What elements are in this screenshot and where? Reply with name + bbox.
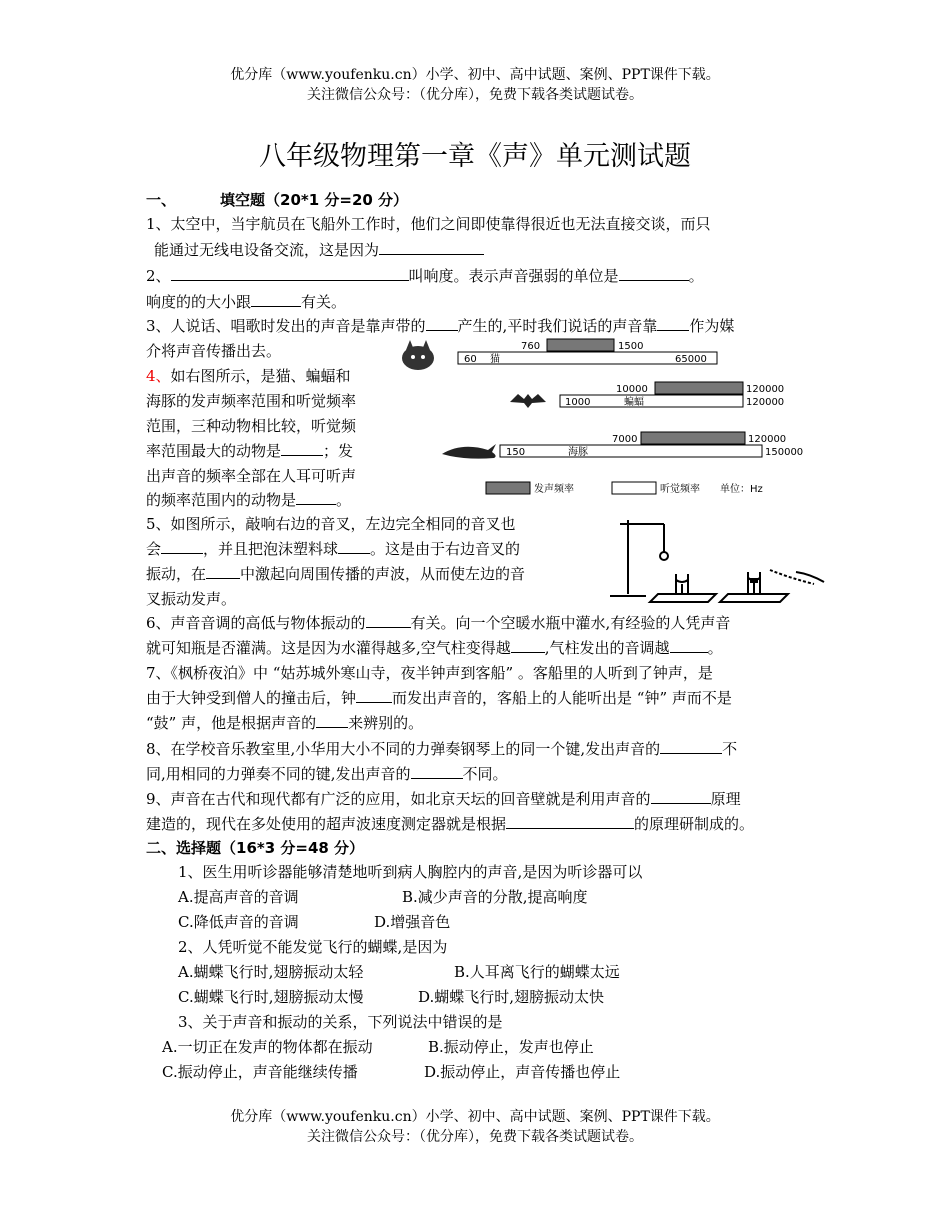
q8-blank-2[interactable] (411, 764, 463, 779)
dolphin-emit-high: 120000 (748, 434, 787, 445)
q9-text-b: 原理 (710, 790, 741, 808)
c3-option-a[interactable]: A.一切正在发声的物体都在振动 (162, 1038, 373, 1056)
cat-hear-high: 65000 (675, 354, 707, 365)
cat-label: 猫 (490, 354, 500, 365)
q4-line-3: 范围，三种动物相比较，听觉频 (146, 417, 357, 435)
q4-line-1 (146, 366, 351, 386)
q5-blank-3[interactable] (206, 564, 240, 579)
c1-option-a[interactable]: A.提高声音的音调 (178, 888, 299, 906)
c2-question: 2、人凭听觉不能发觉飞行的蝴蝶,是因为 (178, 938, 448, 956)
q5-line-3 (146, 564, 525, 584)
q6-text-d: ,气柱发出的音调越 (544, 639, 670, 657)
frequency-chart-svg (400, 336, 820, 504)
q6-text-a: 6、声音音调的高低与物体振动的 (146, 614, 366, 632)
bat-emit-low: 10000 (616, 384, 648, 395)
tuning-fork-svg (600, 512, 830, 607)
q8-text-a: 8、在学校音乐教室里,小华用大小不同的力弹奏钢琴上的同一个键,发出声音的 (146, 740, 661, 758)
bat-hear-high: 120000 (746, 397, 785, 408)
footer-line-2: 关注微信公众号：（优分库），免费下载各类试题试卷。 (307, 1129, 643, 1145)
header-line-2: 关注微信公众号：（优分库），免费下载各类试题试卷。 (307, 87, 643, 103)
q4-blank-2[interactable] (296, 490, 336, 505)
q8-text-b: 不 (722, 740, 738, 758)
q7-blank-1[interactable] (356, 688, 392, 703)
c1-option-b[interactable]: B.减少声音的分散,提高响度 (402, 888, 588, 906)
c2-option-a[interactable]: A.蝴蝶飞行时,翅膀振动太轻 (178, 963, 364, 981)
q4-text-4b: ；发 (323, 442, 354, 460)
dolphin-icon (442, 444, 496, 459)
c1-option-c[interactable]: C.降低声音的音调 (178, 913, 299, 931)
q4-line-5: 出声音的频率全部在人耳可听声 (146, 467, 357, 485)
q3-blank-2[interactable] (657, 316, 689, 331)
q8-line-1 (146, 739, 737, 759)
c2-option-c[interactable]: C.蝴蝶飞行时,翅膀振动太慢 (178, 988, 364, 1006)
q6-text-c: 就可知瓶是否灌满。这是因为水灌得越多,空气柱变得越 (146, 639, 511, 657)
q4-text-6a: 的频率范围内的动物是 (146, 491, 297, 509)
q3-line-2: 介将声音传播出去。 (146, 342, 282, 360)
section-2-heading: 二、选择题（16*3 分=48 分） (146, 839, 365, 857)
q4-line-4 (146, 441, 353, 461)
legend-unit: 单位：Hz (720, 484, 763, 495)
page-title: 八年级物理第一章《声》单元测试题 (259, 141, 691, 172)
q7-line-1: 7、《枫桥夜泊》中 “姑苏城外寒山寺，夜半钟声到客船” 。客船里的人听到了钟声，是 (146, 664, 713, 682)
q6-line-1 (146, 613, 730, 633)
section-1-heading (146, 190, 408, 210)
q7-blank-2[interactable] (316, 713, 348, 728)
c2-option-d[interactable]: D.蝴蝶飞行时,翅膀振动太快 (418, 988, 605, 1006)
q5-text-3b: 中激起向周围传播的声波，从而使左边的音 (240, 565, 526, 583)
c3-question: 3、关于声音和振动的关系，下列说法中错误的是 (178, 1013, 503, 1031)
section-1-label: 填空题（20*1 分=20 分） (220, 191, 409, 209)
q5-blank-2[interactable] (338, 539, 370, 554)
q1-blank[interactable] (379, 240, 484, 255)
dolphin-hear-low: 150 (506, 447, 526, 458)
q4-text-4a: 率范围最大的动物是 (146, 442, 282, 460)
c3-option-c[interactable]: C.振动停止，声音能继续传播 (162, 1063, 358, 1081)
legend-hear-swatch (612, 482, 656, 494)
c3-option-b[interactable]: B.振动停止，发声也停止 (428, 1038, 594, 1056)
dolphin-emit-bar (641, 432, 745, 444)
c3-option-d[interactable]: D.振动停止，声音传播也停止 (424, 1063, 621, 1081)
q6-blank-2[interactable] (511, 638, 545, 653)
dolphin-hear-high: 150000 (765, 447, 804, 458)
q8-text-c: 同,用相同的力弹奏不同的键,发出声音的 (146, 765, 411, 783)
q5-text-2c: 。这是由于右边音叉的 (370, 540, 521, 558)
q2-text-e: 有关。 (301, 293, 347, 311)
q6-line-2 (146, 638, 723, 658)
cat-emit-high: 1500 (618, 341, 644, 352)
bat-emit-high: 120000 (746, 384, 785, 395)
q5-line-1: 5、如图所示，敲响右边的音叉，左边完全相同的音叉也 (146, 515, 516, 533)
q9-text-d: 的原理研制成的。 (634, 815, 755, 833)
q5-line-2 (146, 539, 520, 559)
cat-emit-low: 760 (521, 341, 541, 352)
header-line-1: 优分库（www.youfenku.cn）小学、初中、高中试题、案例、PPT课件下载。 (230, 67, 720, 83)
q6-blank-1[interactable] (366, 613, 411, 628)
q4-line-2: 海豚的发声频率范围和听觉频率 (146, 392, 357, 410)
q2-blank-3[interactable] (251, 292, 301, 307)
q1-line-1: 1、太空中，当宇航员在飞船外工作时，他们之间即使靠得很近也无法直接交谈，而只 (146, 215, 711, 233)
q5-text-3a: 振动，在 (146, 565, 207, 583)
q8-blank-1[interactable] (660, 739, 722, 754)
q5-text-2a: 会 (146, 540, 162, 558)
bat-icon (510, 394, 546, 408)
bat-emit-bar (655, 382, 743, 394)
q9-text-c: 建造的，现代在多处使用的超声波速度测定器就是根据 (146, 815, 507, 833)
q4-number: 4、 (146, 367, 171, 385)
q3-blank-1[interactable] (426, 316, 458, 331)
q5-line-4: 叉振动发声。 (146, 590, 237, 608)
tuning-fork-figure (600, 512, 830, 607)
legend-emit-label: 发声频率 (534, 484, 574, 495)
q7-text-e: 来辨别的。 (348, 714, 424, 732)
q7-text-b: 由于大钟受到僧人的撞击后，钟 (146, 689, 357, 707)
q6-blank-3[interactable] (670, 638, 708, 653)
legend-emit-swatch (486, 482, 530, 494)
q2-text-b: 叫响度。表示声音强弱的单位是 (408, 267, 619, 285)
q3-text-a: 3、人说话、唱歌时发出的声音是靠声带的 (146, 317, 426, 335)
q2-text-d: 响度的的大小跟 (146, 293, 252, 311)
q2-text-c: 。 (688, 267, 704, 285)
q9-line-2 (146, 814, 754, 834)
q1-line-2 (154, 240, 484, 260)
frequency-chart (400, 336, 820, 504)
q9-line-1 (146, 789, 741, 809)
q4-blank-1[interactable] (281, 441, 323, 456)
legend-hear-label: 听觉频率 (660, 484, 700, 495)
q2-line-1 (146, 266, 704, 286)
q3-line-1 (146, 316, 734, 336)
q9-text-a: 9、声音在古代和现代都有广泛的应用，如北京天坛的回音壁就是利用声音的 (146, 790, 651, 808)
q9-blank-2[interactable] (506, 814, 634, 829)
q4-line-6 (146, 490, 351, 510)
q4-text-1: 如右图所示，是猫、蝙蝠和 (170, 367, 351, 385)
q2-number: 2、 (146, 267, 171, 285)
dolphin-label: 海豚 (568, 447, 588, 458)
q2-blank-2[interactable] (619, 266, 689, 281)
q3-text-c: 作为媒 (689, 317, 735, 335)
cat-icon (402, 340, 434, 370)
dolphin-emit-low: 7000 (612, 434, 638, 445)
q2-line-2 (146, 292, 346, 312)
q5-blank-1[interactable] (161, 539, 203, 554)
cat-emit-bar (547, 339, 614, 351)
dolphin-hear-bar (500, 445, 762, 457)
q5-text-2b: ，并且把泡沫塑料球 (203, 540, 339, 558)
q6-text-b: 有关。向一个空暖水瓶中灌水,有经验的人凭声音 (410, 614, 731, 632)
q7-text-d: “鼓” 声，他是根据声音的 (146, 714, 317, 732)
bat-hear-low: 1000 (565, 397, 591, 408)
c1-question: 1、医生用听诊器能够清楚地听到病人胸腔内的声音,是因为听诊器可以 (178, 863, 643, 881)
q9-blank-1[interactable] (651, 789, 711, 804)
q1-text: 能通过无线电设备交流，这是因为 (154, 241, 380, 259)
q3-text-b: 产生的,平时我们说话的声音靠 (457, 317, 658, 335)
cat-hear-low: 60 (464, 354, 477, 365)
q8-text-d: 不同。 (462, 765, 508, 783)
q4-text-6b: 。 (336, 491, 352, 509)
q7-line-2 (146, 688, 732, 708)
q7-line-3 (146, 713, 423, 733)
q8-line-2 (146, 764, 508, 784)
q2-blank-1[interactable] (171, 266, 409, 281)
q6-text-e: 。 (707, 639, 723, 657)
footer-line-1: 优分库（www.youfenku.cn）小学、初中、高中试题、案例、PPT课件下载。 (230, 1109, 720, 1125)
c1-option-d[interactable]: D.增强音色 (374, 913, 451, 931)
bat-label: 蝙蝠 (624, 397, 644, 408)
q7-text-c: 而发出声音的，客船上的人能听出是 “钟” 声而不是 (392, 689, 732, 707)
c2-option-b[interactable]: B.人耳离飞行的蝴蝶太远 (454, 963, 620, 981)
section-1-number: 一、 (146, 191, 177, 209)
